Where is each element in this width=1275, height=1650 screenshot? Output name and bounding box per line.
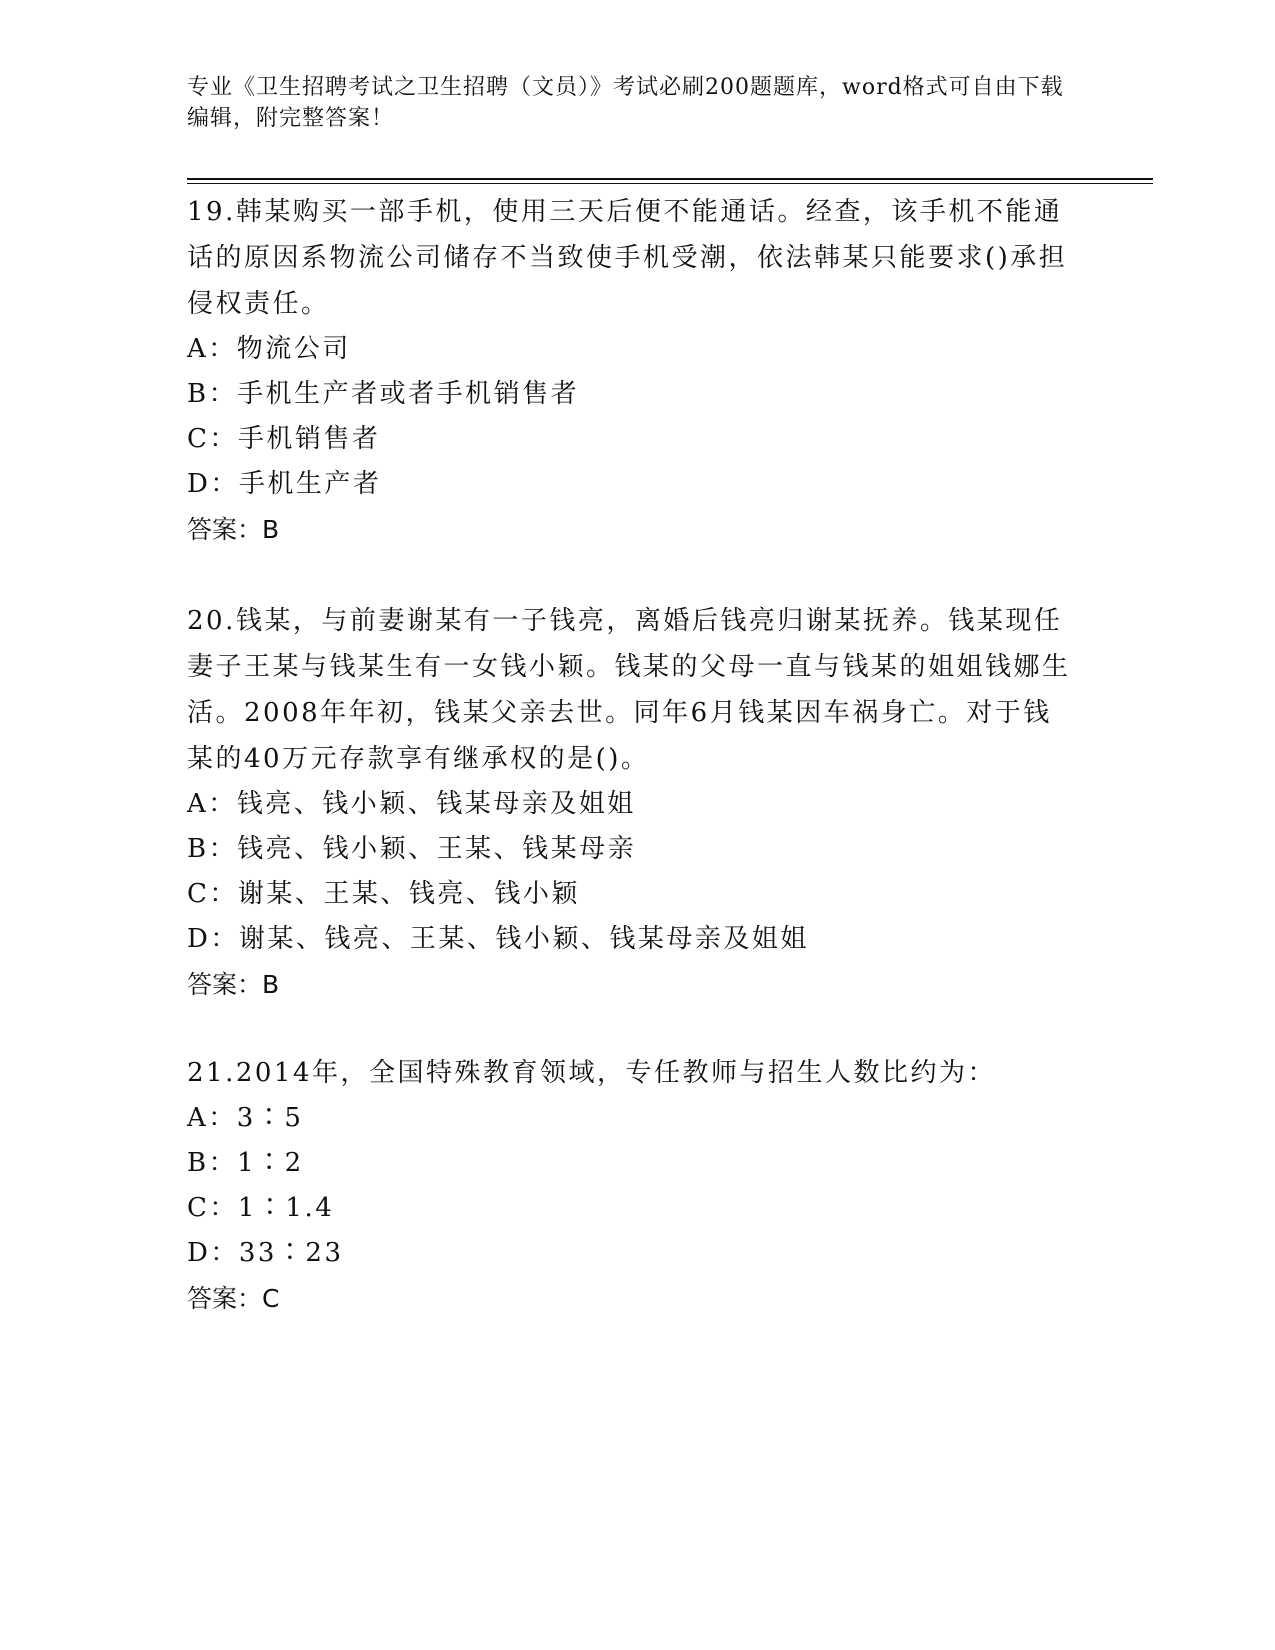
option-c: C：谢某、王某、钱亮、钱小颖 (187, 879, 580, 909)
question-text: 21.2014年，全国特殊教育领域，专任教师与招生人数比约为： (187, 1058, 997, 1088)
option-d: D：谢某、钱亮、王某、钱小颖、钱某母亲及姐姐 (187, 924, 809, 954)
header-rule-thick (187, 178, 1153, 180)
option-c: C：手机销售者 (187, 424, 381, 454)
option-d: D：33∶23 (187, 1238, 344, 1268)
option-a: A：物流公司 (187, 334, 351, 364)
question-text: 19.韩某购买一部手机，使用三天后便不能通话。经查，该手机不能通话的原因系物流公司储存不当致使手机受潮，依法韩某只能要求()承担侵权责任。 (187, 197, 1068, 319)
question-20 (187, 598, 1077, 1008)
question-21 (187, 1050, 1077, 1322)
option-a: A：3∶5 (187, 1103, 304, 1133)
option-c: C：1∶1.4 (187, 1193, 335, 1223)
header-rule-thin (187, 183, 1153, 184)
answer-line: 答案：C (187, 1284, 280, 1313)
answer-line: 答案：B (187, 970, 280, 999)
question-19 (187, 189, 1077, 553)
answer-line: 答案：B (187, 515, 280, 544)
question-text: 20.钱某，与前妻谢某有一子钱亮，离婚后钱亮归谢某抚养。钱某现任妻子王某与钱某生有一女钱小颖。钱某的父母一直与钱某的姐姐钱娜生活。2008年年初，钱某父亲去世。同年6月钱某因车祸身亡。对于钱某的40万元存款享有继承权的是()。 (187, 606, 1071, 774)
option-a: A：钱亮、钱小颖、钱某母亲及姐姐 (187, 789, 636, 819)
option-b: B：手机生产者或者手机销售者 (187, 379, 580, 409)
document-header: 专业《卫生招聘考试之卫生招聘（文员）》考试必刷200题题库，word格式可自由下载编辑，附完整答案！ (187, 75, 1064, 131)
option-b: B：钱亮、钱小颖、王某、钱某母亲 (187, 834, 637, 864)
option-b: B：1∶2 (187, 1148, 304, 1178)
option-d: D：手机生产者 (187, 469, 382, 499)
